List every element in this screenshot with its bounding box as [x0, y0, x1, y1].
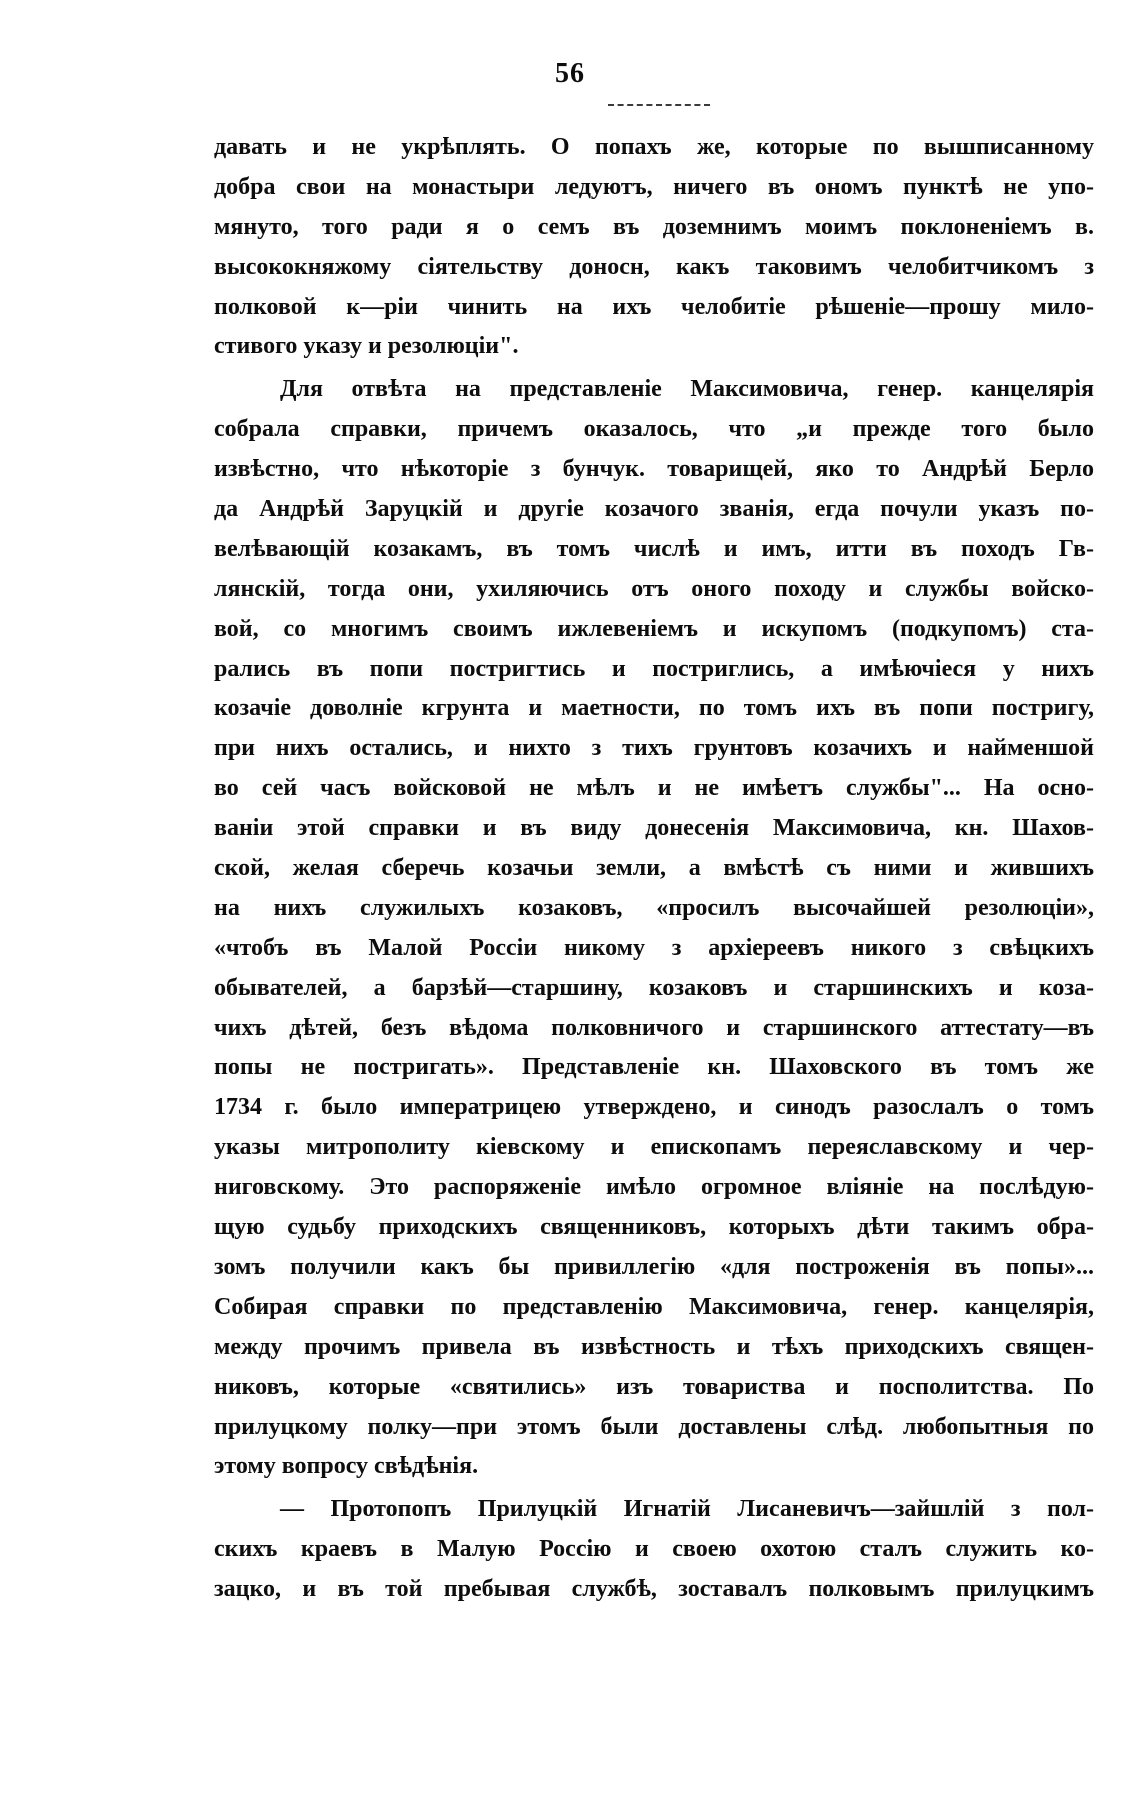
text-line: полковой к—ріи чинить на ихъ челобитіе рѣшеніе—прошу мило-: [214, 293, 1094, 320]
text-line: вой, со многимъ своимъ ижлевеніемъ и искупомъ (подкупомъ) ста-: [214, 615, 1094, 642]
text-line: «чтобъ въ Малой Россіи никому з архіереевъ никого з свѣцкихъ: [214, 934, 1094, 961]
text-line: никовъ, которые «святились» изъ товариства и посполитства. По: [214, 1373, 1094, 1400]
text-line: зомъ получили какъ бы привиллегію «для построженія въ попы»...: [214, 1253, 1094, 1280]
text-line: между прочимъ привела въ извѣстность и тѣхъ приходскихъ священ-: [214, 1333, 1094, 1360]
text-line: рались въ попи постригтись и постриглись, а имѣючіеся у нихъ: [214, 655, 1094, 682]
text-line: обывателей, а барзѣй—старшину, козаковъ и старшинскихъ и коза-: [214, 974, 1094, 1001]
text-line: давать и не укрѣплять. О попахъ же, которые по вышписанному: [214, 134, 1094, 160]
text-line: прилуцкому полку—при этомъ были доставлены слѣд. любопытныя по: [214, 1413, 1094, 1440]
text-line: велѣвающій козакамъ, въ томъ числѣ и имъ, итти въ походъ Гв-: [214, 535, 1094, 562]
text-line: ской, желая сберечь козачьи земли, а вмѣстѣ съ ними и жившихъ: [214, 855, 1094, 882]
text-line: лянскій, тогда они, ухиляючись отъ оного походу и службы войско-: [214, 575, 1094, 602]
text-line: добра свои на монастыри ледуютъ, ничего въ ономъ пунктѣ не упо-: [214, 173, 1094, 200]
text-line: при нихъ остались, и нихто з тихъ грунтовъ козачихъ и найменшой: [214, 735, 1094, 762]
page-number-rule: [608, 104, 710, 106]
text-line: Собирая справки по представленію Максимовича, генер. канцелярія,: [214, 1293, 1094, 1320]
text-line: козачіе доволніе кгрунта и маетности, по томъ ихъ въ попи постригу,: [214, 695, 1094, 722]
text-line: указы митрополиту кіевскому и епископамъ переяславскому и чер-: [214, 1134, 1094, 1161]
text-line: скихъ краевъ в Малую Россію и своею охотою сталъ служить ко-: [214, 1536, 1094, 1563]
text-line: — Протопопъ Прилуцкій Игнатій Лисаневичъ—зайшлій з пол-: [280, 1496, 1094, 1523]
text-line: зацко, и въ той пребывая службѣ, зоставалъ полковымъ прилуцкимъ: [214, 1576, 1094, 1603]
page-number: 56: [555, 58, 585, 89]
text-line: ниговскому. Это распоряженіе имѣло огромное вліяніе на послѣдую-: [214, 1174, 1094, 1201]
text-line: попы не постригать». Представленіе кн. Шаховского въ томъ же: [214, 1054, 1094, 1081]
text-line: на нихъ служилыхъ козаковъ, «просилъ высочайшей резолюціи»,: [214, 894, 1094, 921]
text-line: собрала справки, причемъ оказалось, что „и прежде того было: [214, 416, 1094, 443]
text-line: высококняжому сіятельству доносн, какъ таковимъ челобитчикомъ з: [214, 253, 1094, 280]
text-line: чихъ дѣтей, безъ вѣдома полковничого и старшинского аттестату—въ: [214, 1014, 1094, 1041]
text-line: Для отвѣта на представленіе Максимовича, генер. канцелярія: [280, 376, 1094, 403]
text-line: 1734 г. было императрицею утверждено, и синодъ разослалъ о томъ: [214, 1094, 1094, 1121]
text-line: щую судьбу приходскихъ священниковъ, которыхъ дѣти такимъ обра-: [214, 1214, 1094, 1241]
body-text: [214, 128, 1094, 1610]
text-line: ваніи этой справки и въ виду донесенія Максимовича, кн. Шахов-: [214, 815, 1094, 842]
text-line: стивого указу и резолюціи".: [214, 333, 519, 360]
text-line: во сей часъ войсковой не мѣлъ и не имѣетъ службы"... На осно-: [214, 775, 1094, 802]
text-line: да Андрѣй Заруцкій и другіе козачого званія, егда почули указъ по-: [214, 496, 1094, 523]
text-line: мянуто, того ради я о семъ въ доземнимъ моимъ поклоненіемъ в.: [214, 213, 1094, 240]
text-line: извѣстно, что нѣкоторіе з бунчук. товарищей, яко то Андрѣй Берло: [214, 456, 1094, 483]
text-line: этому вопросу свѣдѣнія.: [214, 1453, 479, 1480]
